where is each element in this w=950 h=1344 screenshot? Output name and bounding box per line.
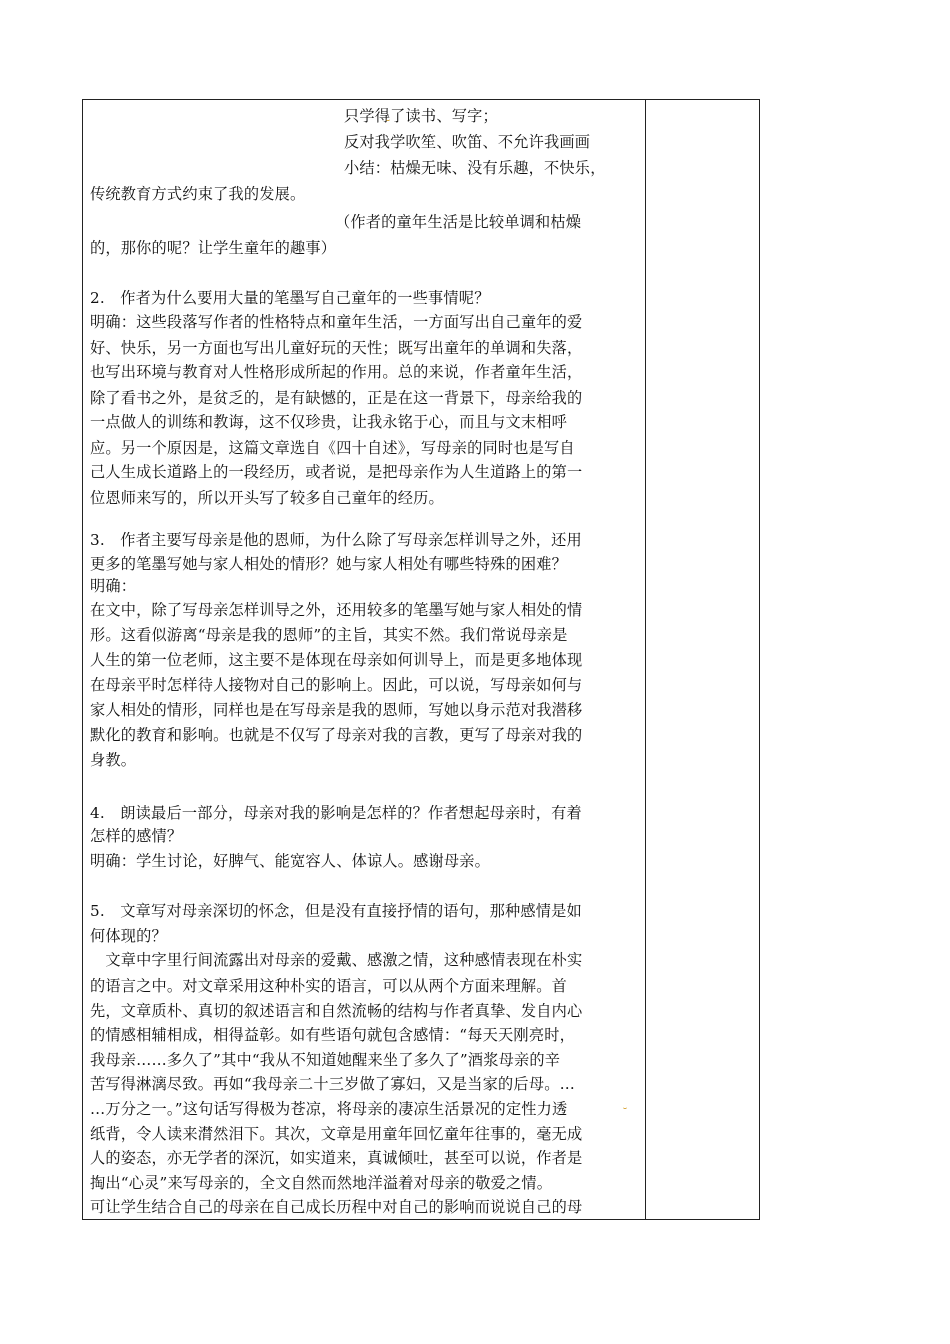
text-line: 人生的第一位老师，这主要不是体现在母亲如何训导上，而是更多地体现 [90,651,583,669]
spell-mark [386,117,390,121]
spell-mark [414,345,418,349]
text-line: 形。这看似游离“母亲是我的恩师”的主旨，其实不然。我们常说母亲是 [90,626,568,644]
text-line: 身教。 [90,751,137,769]
text-line: 4. 朗读最后一部分，母亲对我的影响是怎样的？作者想起母亲时，有着 [90,804,582,822]
text-line: 也写出环境与教育对人性格形成所起的作用。总的来说，作者童年生活， [90,363,583,381]
text-line: 位恩师来写的，所以开头写了较多自己童年的经历。 [90,489,444,507]
text-line: 反对我学吹笙、吹笛、不允许我画画 [344,133,591,151]
text-line: 一点做人的训练和教诲，这不仅珍贵，让我永铭于心，而且与文末相呼 [90,413,568,431]
text-line: 纸背，令人读来潸然泪下。其次，文章是用童年回忆童年往事的，毫无成 [90,1125,583,1143]
text-line: 明确： [90,577,137,595]
text-line: （作者的童年生活是比较单调和枯燥 [335,213,582,231]
text-line: 好、快乐，另一方面也写出儿童好玩的天性；既写出童年的单调和失落， [90,339,583,357]
text-line: 家人相处的情形，同样也是在写母亲是我的恩师，写她以身示范对我潜移 [90,701,583,719]
text-line: 的情感相辅相成，相得益彰。如有些语句就包含感情：“每天天刚亮时， [90,1026,575,1044]
text-line: 更多的笔墨写她与家人相处的情形？她与家人相处有哪些特殊的困难？ [90,555,568,573]
text-line: 2. 作者为什么要用大量的笔墨写自己童年的一些事情呢？ [90,289,490,307]
text-line: 先，文章质朴、真切的叙述语言和自然流畅的结构与作者真挚、发自内心 [90,1002,583,1020]
text-line: 人的姿态，亦无学者的深沉，如实道来，真诚倾吐，甚至可以说，作者是 [90,1149,583,1167]
text-line: 小结：枯燥无味、没有乐趣，不快乐， [344,159,606,177]
content-cell [83,100,646,1219]
text-line: 5. 文章写对母亲深切的怀念，但是没有直接抒情的语句，那种感情是如 [90,902,582,920]
notes-cell [646,100,759,1219]
text-line: 我母亲……多久了”其中“我从不知道她醒来坐了多久了”酒浆母亲的辛 [90,1051,561,1069]
text-line: 可让学生结合自己的母亲在自己成长历程中对自己的影响而说说自己的母 [90,1198,583,1216]
text-line: 文章中字里行间流露出对母亲的爱戴、感激之情，这种感情表现在朴实 [90,951,583,969]
text-line: 在文中，除了写母亲怎样训导之外，还用较多的笔墨写她与家人相处的情 [90,601,583,619]
text-line: 己人生成长道路上的一段经历，或者说，是把母亲作为人生道路上的第一 [90,463,583,481]
text-line: 明确：学生讨论，好脾气、能宽容人、体谅人。感谢母亲。 [90,852,491,870]
spell-mark [623,1105,627,1109]
spell-mark [258,540,262,544]
text-line: 何体现的？ [90,927,167,945]
text-line: 应。另一个原因是，这篇文章选自《四十自述》，写母亲的同时也是写自 [90,439,575,457]
text-line: 只学得了读书、写字； [344,107,498,125]
text-line: …万分之一。”这句话写得极为苍凉，将母亲的凄凉生活景况的定性力透 [90,1100,568,1118]
lesson-table [82,99,760,1220]
text-line: 的，那你的呢？让学生童年的趣事） [90,239,337,257]
text-line: 明确：这些段落写作者的性格特点和童年生活，一方面写出自己童年的爱 [90,313,583,331]
text-line: 3. 作者主要写母亲是他的恩师，为什么除了写母亲怎样训导之外，还用 [90,531,582,549]
text-line: 除了看书之外，是贫乏的，是有缺憾的，正是在这一背景下，母亲给我的 [90,389,583,407]
text-line: 传统教育方式约束了我的发展。 [90,185,306,203]
text-line: 怎样的感情？ [90,827,183,845]
text-line: 默化的教育和影响。也就是不仅写了母亲对我的言教，更写了母亲对我的 [90,726,583,744]
text-line: 的语言之中。对文章采用这种朴实的语言，可以从两个方面来理解。首 [90,977,568,995]
text-line: 掏出“心灵”来写母亲的，全文自然而然地洋溢着对母亲的敬爱之情。 [90,1174,553,1192]
text-line: 苦写得淋漓尽致。再如“我母亲二十三岁做了寡妇，又是当家的后母。… [90,1075,575,1093]
text-line: 在母亲平时怎样待人接物对自己的影响上。因此，可以说，写母亲如何与 [90,676,583,694]
